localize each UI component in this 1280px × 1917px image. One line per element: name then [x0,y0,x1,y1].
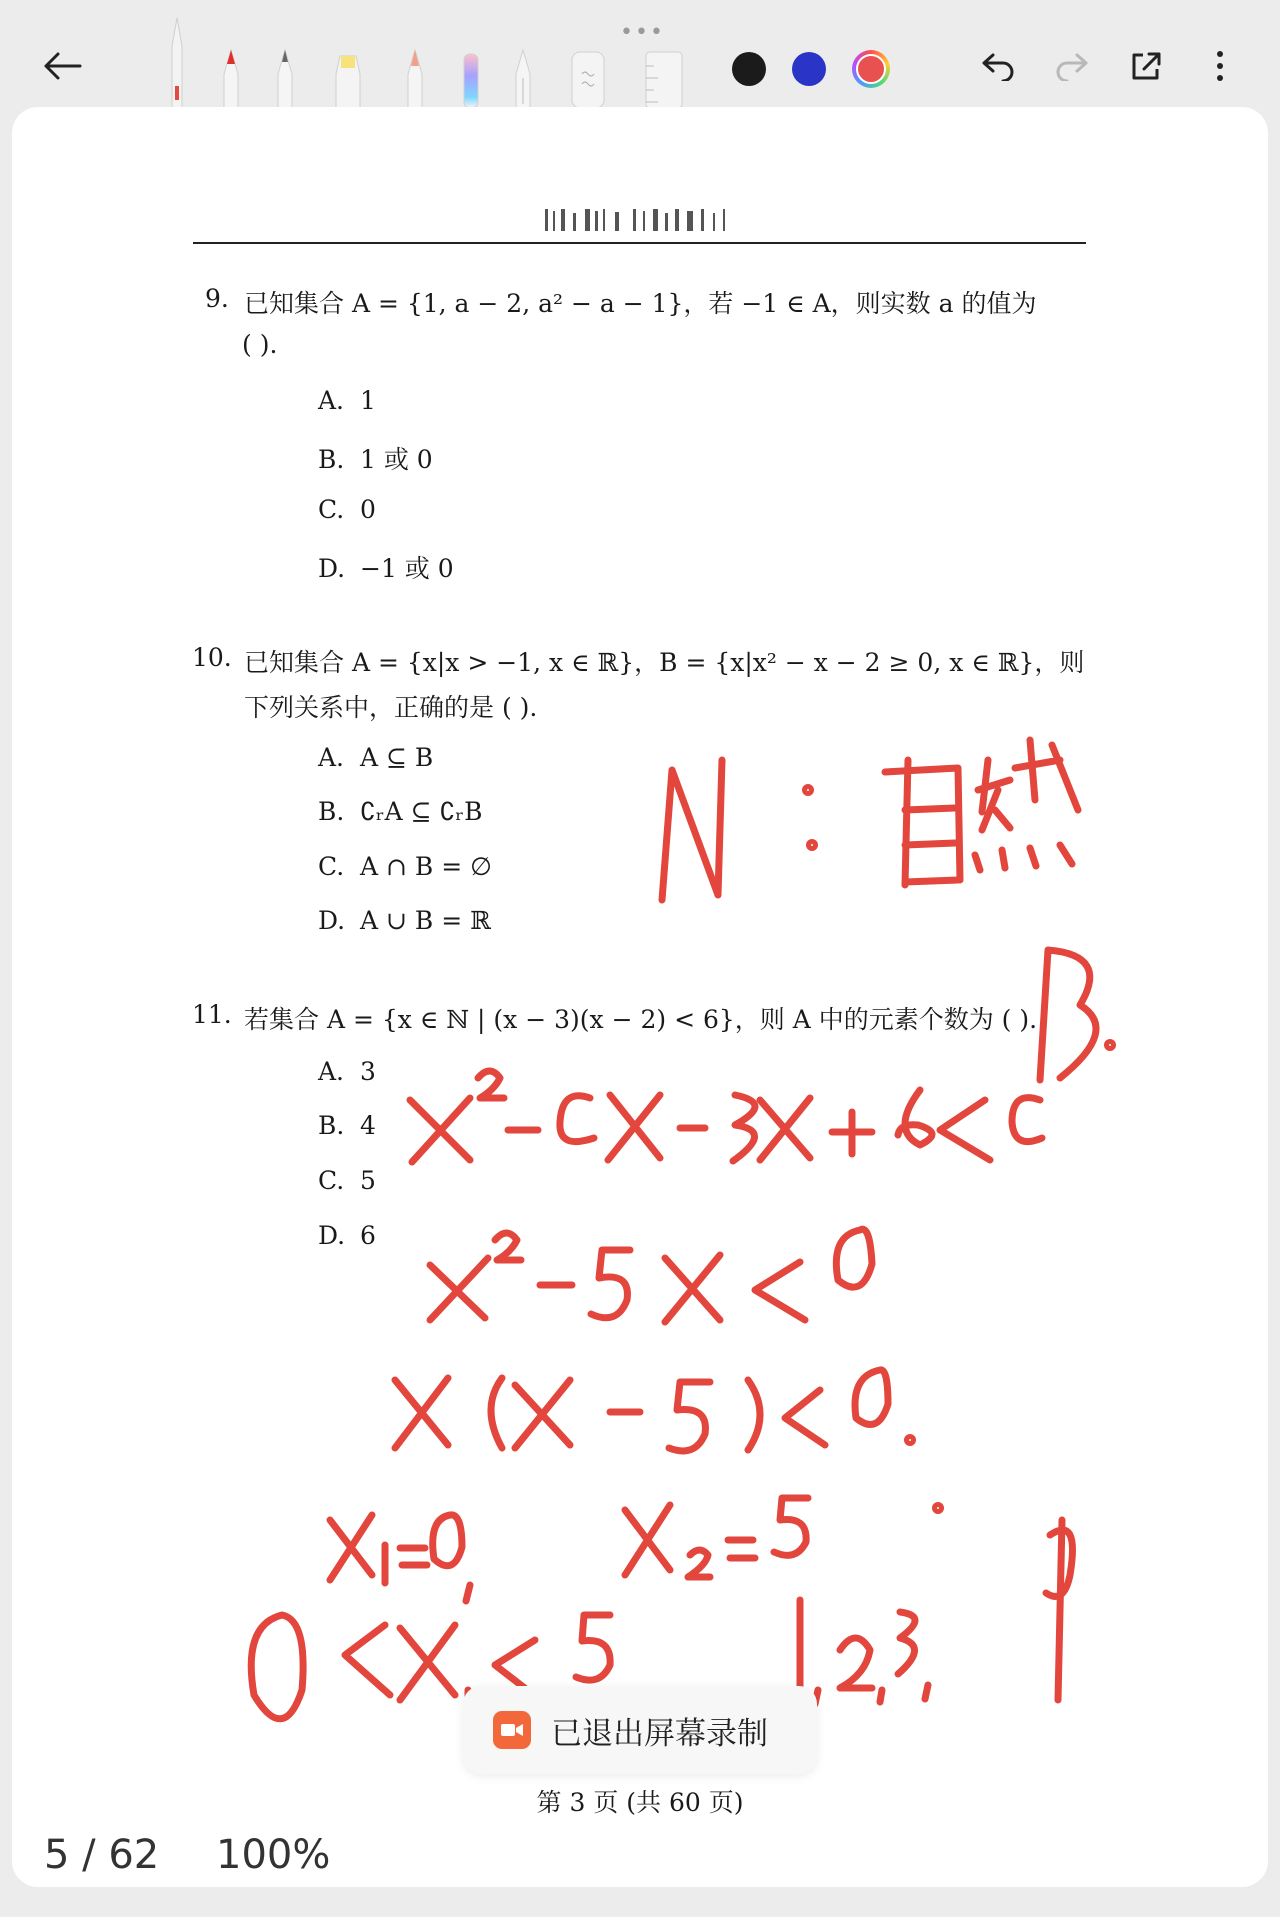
undo-icon [981,51,1015,81]
option-d: D. A ∪ B = ℝ [318,906,491,935]
arrow-left-icon [42,51,82,81]
back-button[interactable] [38,44,86,88]
drag-handle[interactable]: ••• [620,20,665,45]
ballpoint-pen-tool[interactable] [404,48,426,108]
zoom-level[interactable]: 100% [216,1832,331,1878]
color-black-swatch[interactable] [732,52,766,86]
color-red-swatch[interactable] [852,50,890,88]
pencil-tool[interactable] [274,48,296,108]
option-a: A. 3 [318,1057,376,1086]
option-b: B. 4 [318,1111,376,1140]
question-number: 11. [192,1000,232,1029]
technical-pen-tool[interactable] [512,48,534,108]
highlighter-tool[interactable] [328,52,368,108]
option-a: A. A ⊆ B [318,743,434,772]
fountain-pen-tool[interactable] [166,16,188,108]
annotation-toolbar [0,0,1280,110]
option-d: D. −1 或 0 [318,554,454,583]
question-text-continued: 下列关系中，正确的是 ( ). [244,693,538,722]
page-footer: 第 3 页 (共 60 页) [536,1788,744,1817]
header-barcode-image [543,207,728,233]
redo-button[interactable] [1052,48,1092,84]
option-b: B. ∁ᵣA ⊆ ∁ᵣB [318,797,483,826]
share-icon [1129,49,1163,83]
question-text: 已知集合 A = {1, a − 2, a² − a − 1}，若 −1 ∈ A，则实数 a 的值为 [244,289,1037,318]
question-number: 9. [205,284,229,313]
question-text: 已知集合 A = {x|x > −1, x ∈ ℝ}，B = {x|x² − x − 2 ≥ 0, x ∈ ℝ}，则 [244,648,1085,677]
share-button[interactable] [1126,46,1166,86]
document-page[interactable] [12,107,1268,1887]
ruler-tool[interactable] [644,50,684,108]
rainbow-pen-tool[interactable] [460,52,482,108]
option-a: A. 1 [318,386,376,415]
option-c: C. A ∩ B = ∅ [318,852,492,881]
option-c: C. 5 [318,1166,376,1195]
option-b: B. 1 或 0 [318,445,433,474]
toast-message: 已退出屏幕录制 [551,1715,768,1752]
question-number: 10. [192,643,232,672]
option-c: C. 0 [318,495,376,524]
screen-record-icon [493,1711,531,1749]
eraser-tool[interactable] [570,50,606,108]
more-options-button[interactable] [1200,46,1240,86]
screen-recording-toast [463,1686,817,1774]
header-rule [193,242,1086,244]
redo-icon [1055,51,1089,81]
more-vertical-icon [1216,50,1224,82]
option-d: D. 6 [318,1221,376,1250]
undo-button[interactable] [978,48,1018,84]
color-blue-swatch[interactable] [792,52,826,86]
question-text-continued: ( ). [242,330,278,359]
page-indicator: 5 / 62 [44,1832,160,1878]
color-red-selected [856,54,886,84]
question-text: 若集合 A = {x ∈ ℕ | (x − 3)(x − 2) < 6}，则 A 中的元素个数为 ( ). [244,1005,1038,1034]
marker-pen-tool[interactable] [220,48,242,108]
